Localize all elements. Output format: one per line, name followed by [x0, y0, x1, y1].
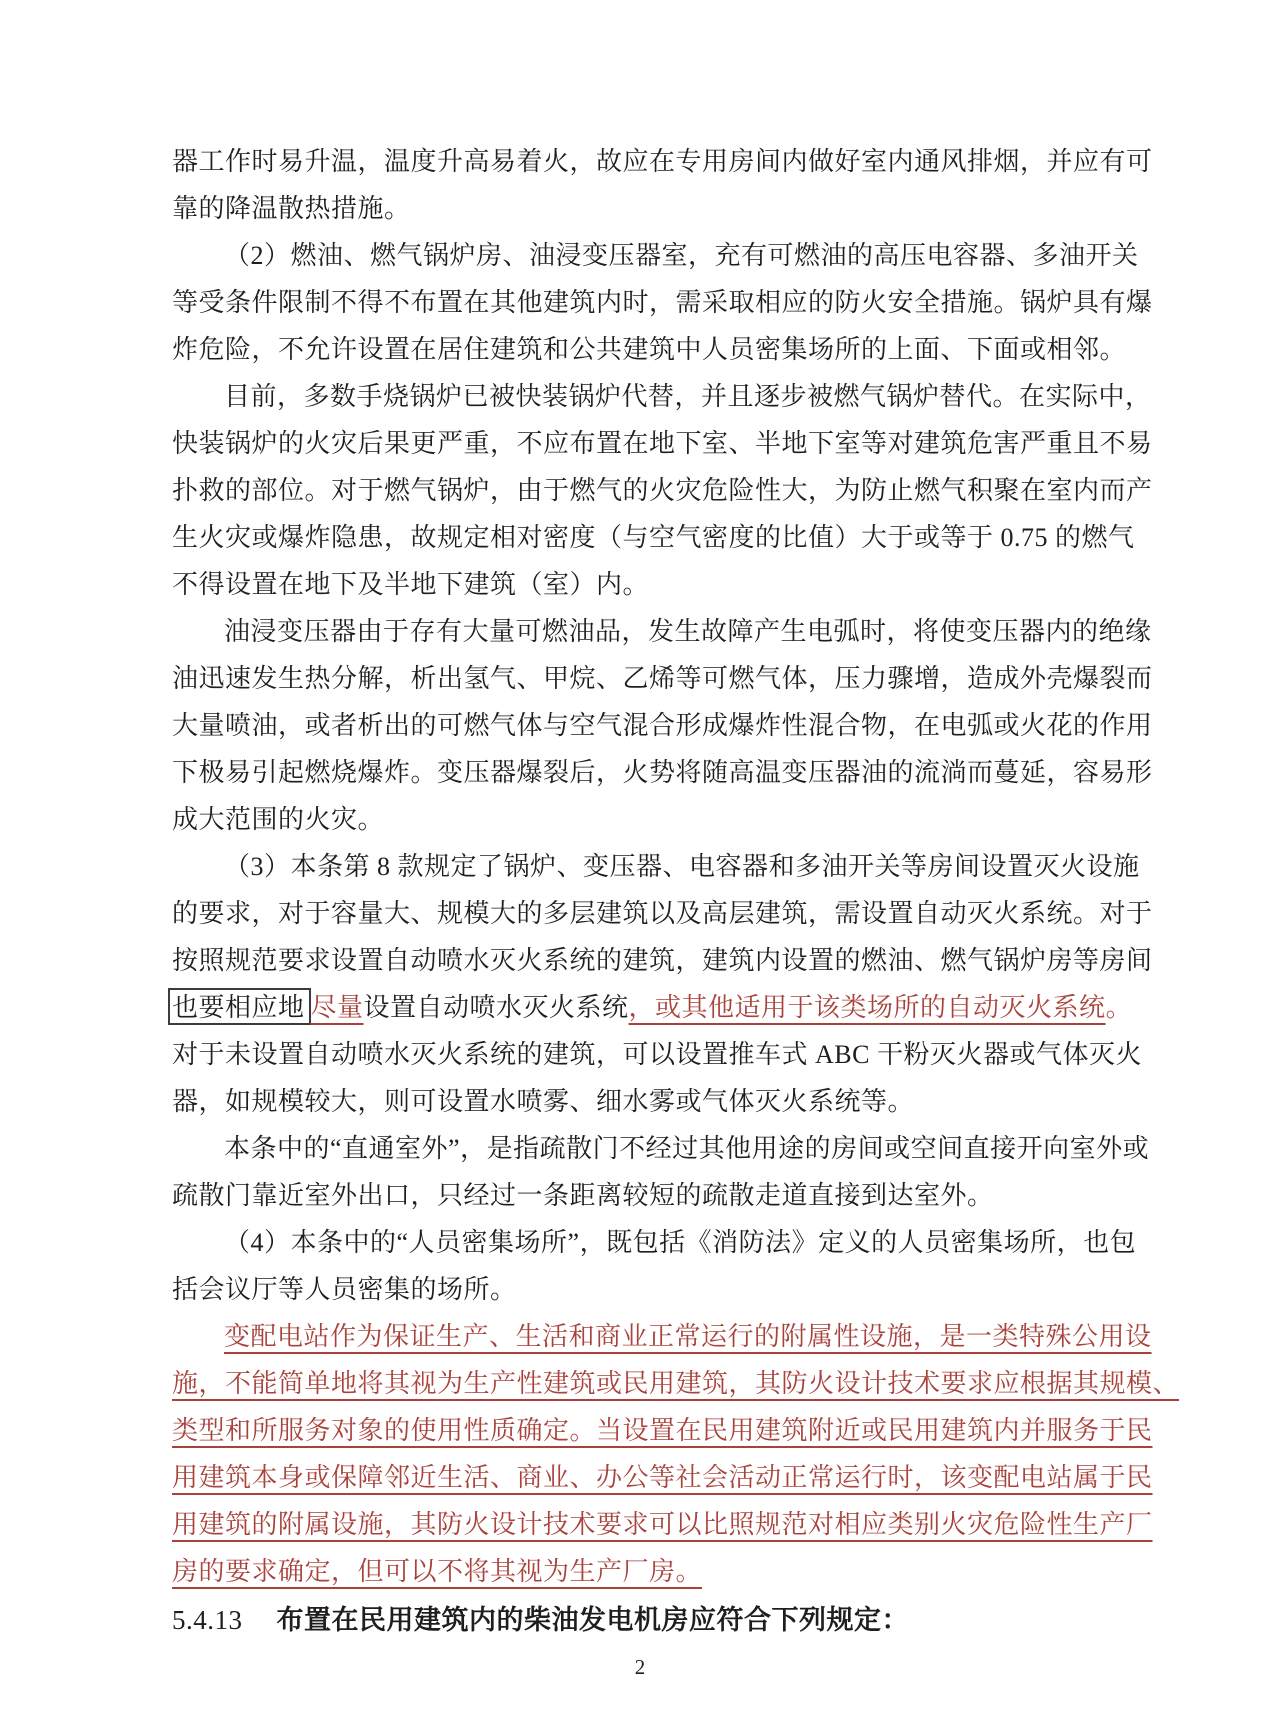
text-line: [172, 1266, 1116, 1313]
text-line: [172, 1031, 1142, 1078]
text-line: [172, 232, 1139, 279]
text-line: [172, 373, 1152, 420]
revision-inserted-text: 用建筑本身或保障邻近生活、商业、办公等社会活动正常运行时，该变配电站属于民: [172, 1463, 1153, 1492]
text-segment: 快装锅炉的火灾后果更严重，不应布置在地下室、半地下室等对建筑危害严重且不易: [172, 429, 1153, 458]
text-line: [172, 1172, 1116, 1219]
text-line: [172, 749, 1153, 796]
text-line: [172, 1501, 1153, 1548]
text-segment: 按照规范要求设置自动喷水灭火系统的建筑，建筑内设置的燃油、燃气锅炉房等房间: [172, 946, 1153, 975]
text-segment: 扑救的部位。对于燃气锅炉，由于燃气的火灾危险性大，为防止燃气积聚在室内而产: [172, 476, 1153, 505]
boxed-text: 也要相应地: [168, 988, 311, 1025]
text-line: [172, 984, 1133, 1031]
text-segment: 油浸变压器由于存有大量可燃油品，发生故障产生电弧时，将使变压器内的绝缘: [224, 617, 1152, 646]
text-segment: 疏散门靠近室外出口，只经过一条距离较短的疏散走道直接到达室外。: [172, 1181, 994, 1210]
text-line: [172, 514, 1135, 561]
revision-inserted-text: 房的要求确定，但可以不将其视为生产厂房。: [172, 1557, 703, 1586]
text-line: [172, 1078, 1116, 1125]
text-segment: 成大范围的火灾。: [172, 805, 385, 834]
text-segment: 油迅速发生热分解，析出氢气、甲烷、乙烯等可燃气体，压力骤增，造成外壳爆裂而: [172, 664, 1153, 693]
text-line: [172, 420, 1153, 467]
text-line: [172, 843, 1140, 890]
text-line: [172, 890, 1153, 937]
revision-inserted-text: 变配电站作为保证生产、生活和商业正常运行的附属性设施，是一类特殊公用设: [224, 1322, 1152, 1351]
text-line: [172, 1454, 1153, 1501]
section-heading: [172, 1597, 1116, 1644]
text-segment: 器工作时易升温，温度升高易着火，故应在专用房间内做好室内通风排烟，并应有可: [172, 147, 1153, 176]
text-segment: 括会议厅等人员密集的场所。: [172, 1275, 517, 1304]
revision-inserted-text: 类型和所服务对象的使用性质确定。当设置在民用建筑附近或民用建筑内并服务于民: [172, 1416, 1153, 1445]
text-segment: 对于未设置自动喷水灭火系统的建筑，可以设置推车式 ABC 干粉灭火器或气体灭火: [172, 1040, 1142, 1069]
text-segment: 下极易引起燃烧爆炸。变压器爆裂后，火势将随高温变压器油的流淌而蔓延，容易形: [172, 758, 1153, 787]
text-segment: 目前，多数手烧锅炉已被快装锅炉代替，并且逐步被燃气锅炉替代。在实际中，: [224, 382, 1152, 411]
text-line: [172, 1125, 1150, 1172]
text-line: [172, 467, 1153, 514]
revision-inserted-text: 。: [1105, 993, 1133, 1022]
text-segment: （3）本条第 8 款规定了锅炉、变压器、电容器和多油开关等房间设置灭火设施: [224, 852, 1140, 881]
page-number: 2: [634, 1655, 646, 1679]
text-line: [172, 1548, 1116, 1595]
text-segment: 的要求，对于容量大、规模大的多层建筑以及高层建筑，需设置自动灭火系统。对于: [172, 899, 1153, 928]
text-segment: 等受条件限制不得不布置在其他建筑内时，需采取相应的防火安全措施。锅炉具有爆: [172, 288, 1153, 317]
text-segment: 炸危险，不允许设置在居住建筑和公共建筑中人员密集场所的上面、下面或相邻。: [172, 335, 1127, 364]
text-line: [172, 702, 1153, 749]
text-segment: 器，如规模较大，则可设置水喷雾、细水雾或气体灭火系统等。: [172, 1087, 915, 1116]
text-line: [172, 561, 1116, 608]
text-segment: （2）燃油、燃气锅炉房、油浸变压器室，充有可燃油的高压电容器、多油开关: [224, 241, 1139, 270]
section-number: 5.4.13: [172, 1605, 243, 1635]
text-line: [172, 1360, 1180, 1407]
text-segment: 本条中的“直通室外”，是指疏散门不经过其他用途的房间或空间直接开向室外或: [224, 1134, 1150, 1163]
text-segment: 设置自动喷水灭火系统: [363, 993, 629, 1022]
text-line: [172, 279, 1153, 326]
text-line: [172, 655, 1153, 702]
text-line: [172, 937, 1153, 984]
text-line: [172, 796, 1116, 843]
revision-inserted-text: 施，不能简单地将其视为生产性建筑或民用建筑，其防火设计技术要求应根据其规模、: [172, 1369, 1180, 1398]
text-line: [172, 138, 1153, 185]
document-body: [172, 138, 1180, 1644]
section-title: 布置在民用建筑内的柴油发电机房应符合下列规定：: [276, 1605, 909, 1635]
text-line: [172, 185, 1116, 232]
revision-inserted-text: ，或其他适用于该类场所的自动灭火系统: [628, 993, 1106, 1022]
text-line: [172, 1313, 1152, 1360]
text-segment: （4）本条中的“人员密集场所”，既包括《消防法》定义的人员密集场所，也包: [224, 1228, 1137, 1257]
text-line: [172, 326, 1127, 373]
text-line: [172, 1219, 1137, 1266]
text-segment: 不得设置在地下及半地下建筑（室）内。: [172, 570, 650, 599]
text-line: [172, 608, 1152, 655]
text-line: [172, 1407, 1153, 1454]
text-segment: 生火灾或爆炸隐患，故规定相对密度（与空气密度的比值）大于或等于 0.75 的燃气: [172, 523, 1135, 552]
text-segment: 靠的降温散热措施。: [172, 194, 411, 223]
text-segment: 大量喷油，或者析出的可燃气体与空气混合形成爆炸性混合物，在电弧或火花的作用: [172, 711, 1153, 740]
revision-inserted-text: 用建筑的附属设施，其防火设计技术要求可以比照规范对相应类别火灾危险性生产厂: [172, 1510, 1153, 1539]
revision-inserted-text: 尽量: [310, 993, 364, 1022]
